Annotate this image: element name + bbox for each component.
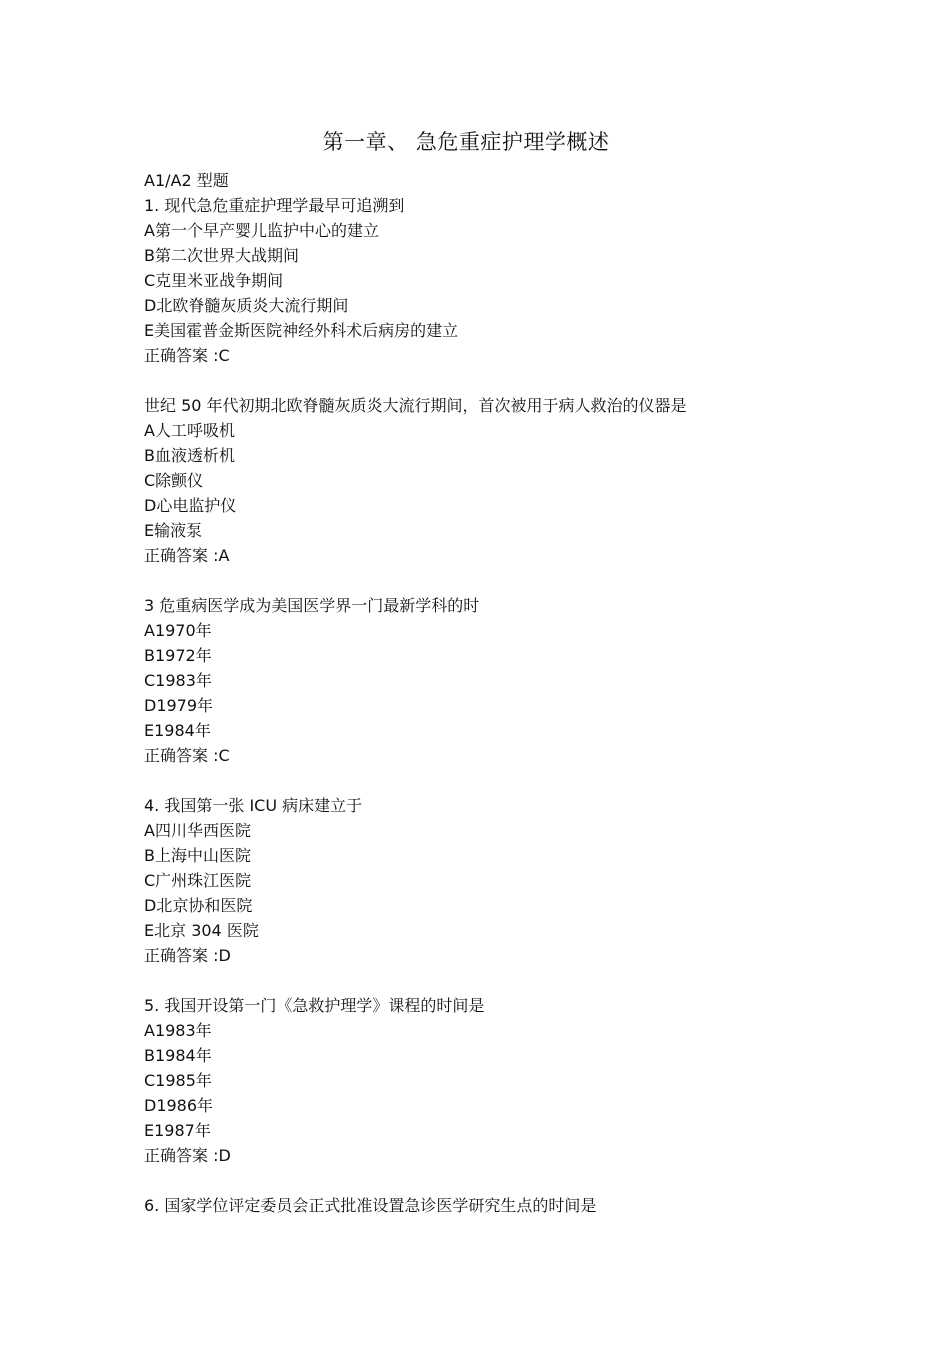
spacer bbox=[144, 368, 904, 393]
option-b: B1972年 bbox=[144, 646, 212, 665]
option-b: B第二次世界大战期间 bbox=[144, 246, 299, 265]
chapter-title: 第一章、 急危重症护理学概述 bbox=[322, 130, 610, 154]
spacer bbox=[144, 968, 904, 993]
option-e: E北京 304 医院 bbox=[144, 921, 259, 940]
answer-line: 正确答案 :D bbox=[144, 946, 231, 965]
question-stem: 世纪 50 年代初期北欧脊髓灰质炎大流行期间，首次被用于病人救治的仪器是 bbox=[144, 396, 687, 415]
option-e: E输液泵 bbox=[144, 521, 203, 540]
spacer bbox=[144, 568, 904, 593]
option-d: D1986年 bbox=[144, 1096, 214, 1115]
option-b: B血液透析机 bbox=[144, 446, 235, 465]
option-c: C广州珠江医院 bbox=[144, 871, 252, 890]
question-block bbox=[144, 1193, 904, 1218]
option-a: A人工呼吸机 bbox=[144, 421, 235, 440]
option-c: C1983年 bbox=[144, 671, 212, 690]
option-e: E1987年 bbox=[144, 1121, 211, 1140]
spacer bbox=[144, 1168, 904, 1193]
option-e: E美国霍普金斯医院神经外科术后病房的建立 bbox=[144, 321, 459, 340]
question-list bbox=[144, 168, 904, 1218]
question-stem: 1. 现代急危重症护理学最早可追溯到 bbox=[144, 196, 405, 215]
question-block bbox=[144, 193, 904, 368]
option-c: C克里米亚战争期间 bbox=[144, 271, 284, 290]
option-d: D1979年 bbox=[144, 696, 214, 715]
option-d: D心电监护仪 bbox=[144, 496, 237, 515]
answer-line: 正确答案 :C bbox=[144, 746, 230, 765]
option-e: E1984年 bbox=[144, 721, 211, 740]
question-stem: 3 危重病医学成为美国医学界一门最新学科的时 bbox=[144, 596, 480, 615]
option-d: D北欧脊髓灰质炎大流行期间 bbox=[144, 296, 349, 315]
spacer bbox=[144, 768, 904, 793]
question-stem: 6. 国家学位评定委员会正式批准设置急诊医学研究生点的时间是 bbox=[144, 1196, 597, 1215]
question-stem: 5. 我国开设第一门《急救护理学》课程的时间是 bbox=[144, 996, 485, 1015]
option-a: A第一个早产婴儿监护中心的建立 bbox=[144, 221, 379, 240]
answer-line: 正确答案 :D bbox=[144, 1146, 231, 1165]
option-a: A1970年 bbox=[144, 621, 212, 640]
answer-line: 正确答案 :C bbox=[144, 346, 230, 365]
question-block bbox=[144, 793, 904, 968]
option-b: B上海中山医院 bbox=[144, 846, 251, 865]
option-c: C除颤仪 bbox=[144, 471, 204, 490]
question-block bbox=[144, 993, 904, 1168]
question-block bbox=[144, 393, 904, 568]
option-a: A1983年 bbox=[144, 1021, 212, 1040]
answer-line: 正确答案 :A bbox=[144, 546, 230, 565]
question-stem: 4. 我国第一张 ICU 病床建立于 bbox=[144, 796, 363, 815]
option-c: C1985年 bbox=[144, 1071, 212, 1090]
section-label: A1/A2 型题 bbox=[144, 171, 229, 190]
option-b: B1984年 bbox=[144, 1046, 212, 1065]
option-a: A四川华西医院 bbox=[144, 821, 251, 840]
option-d: D北京协和医院 bbox=[144, 896, 253, 915]
question-block bbox=[144, 593, 904, 768]
